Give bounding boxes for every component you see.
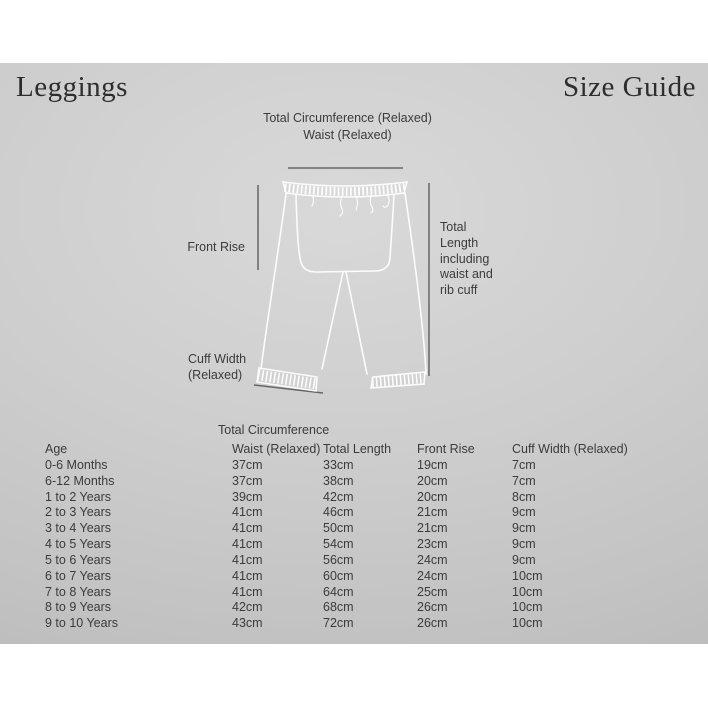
- measurement-cell: 10cm: [512, 600, 543, 615]
- measurement-cell: 10cm: [512, 616, 543, 631]
- age-cell: 9 to 10 Years: [45, 616, 118, 631]
- measurement-cell: 42cm: [323, 489, 354, 504]
- measurement-cell: 41cm: [232, 584, 263, 599]
- table-row: [45, 616, 685, 632]
- measurement-cell: 46cm: [323, 505, 354, 520]
- measurement-cell: 21cm: [417, 505, 448, 520]
- cuff-width-label: Cuff Width (Relaxed): [188, 352, 247, 382]
- size-guide-panel: [0, 63, 708, 644]
- measurement-cell: 41cm: [232, 521, 263, 536]
- age-cell: 7 to 8 Years: [45, 584, 112, 599]
- measurement-cell: 41cm: [232, 568, 263, 583]
- waist-relaxed-label: Waist (Relaxed): [303, 128, 392, 142]
- measurement-cell: 8cm: [512, 489, 536, 504]
- drawstrings: [312, 195, 389, 216]
- measurement-cell: 43cm: [232, 616, 263, 631]
- total-circumference-relaxed-label: Total Circumference (Relaxed): [263, 111, 432, 125]
- column-header-total-length: Total Length: [323, 442, 392, 456]
- table-body: [45, 458, 685, 632]
- measurement-cell: 37cm: [232, 473, 263, 488]
- left-outer-seam: [261, 194, 286, 369]
- right-outer-seam: [405, 193, 426, 374]
- leggings-outline: [257, 182, 426, 391]
- waistband-ribbing: [285, 188, 406, 192]
- age-cell: 6 to 7 Years: [45, 568, 112, 583]
- table-row: [45, 537, 685, 553]
- table-row: [45, 553, 685, 569]
- measurement-cell: 64cm: [323, 584, 354, 599]
- measurement-cell: 9cm: [512, 521, 536, 536]
- measurement-cell: 33cm: [323, 457, 354, 472]
- age-cell: 3 to 4 Years: [45, 521, 112, 536]
- measurement-cell: 39cm: [232, 489, 263, 504]
- age-cell: 0-6 Months: [45, 457, 108, 472]
- measurement-cell: 10cm: [512, 584, 543, 599]
- measurement-cell: 20cm: [417, 489, 448, 504]
- age-cell: 1 to 2 Years: [45, 489, 112, 504]
- table-header-row: [45, 442, 685, 458]
- measurement-cell: 50cm: [323, 521, 354, 536]
- column-header-cuff-width: Cuff Width (Relaxed): [512, 442, 628, 456]
- measurement-cell: 41cm: [232, 552, 263, 567]
- measurement-cell: 38cm: [323, 473, 354, 488]
- column-header-front-rise: Front Rise: [417, 442, 475, 456]
- measurement-cell: 72cm: [323, 616, 354, 631]
- table-row: [45, 569, 685, 585]
- page-title: Size Guide: [562, 71, 696, 103]
- product-title: Leggings: [16, 71, 128, 103]
- measurement-cell: 24cm: [417, 552, 448, 567]
- column-header-waist: Waist (Relaxed): [232, 442, 321, 456]
- table-row: [45, 600, 685, 616]
- measurement-cell: 10cm: [512, 568, 543, 583]
- measurement-cell: 68cm: [323, 600, 354, 615]
- measurement-cell: 21cm: [417, 521, 448, 536]
- measurement-cell: 9cm: [512, 505, 536, 520]
- measurement-cell: 60cm: [323, 568, 354, 583]
- measurement-cell: 56cm: [323, 552, 354, 567]
- measurement-cell: 41cm: [232, 505, 263, 520]
- table-row: [45, 490, 685, 506]
- age-cell: 4 to 5 Years: [45, 537, 112, 552]
- measurement-cell: 20cm: [417, 473, 448, 488]
- front-rise-seam: [296, 195, 394, 272]
- measurement-cell: 42cm: [232, 600, 263, 615]
- measurement-cell: 7cm: [512, 457, 536, 472]
- front-rise-label: Front Rise: [187, 240, 245, 254]
- measurement-cell: 23cm: [417, 537, 448, 552]
- left-inseam: [322, 272, 343, 369]
- measurement-cell: 25cm: [417, 584, 448, 599]
- measurement-cell: 54cm: [323, 537, 354, 552]
- table-row: [45, 505, 685, 521]
- measurement-cell: 19cm: [417, 457, 448, 472]
- measurement-cell: 37cm: [232, 457, 263, 472]
- right-cuff-ribbing: [372, 378, 424, 383]
- table-row: [45, 458, 685, 474]
- table-row: [45, 474, 685, 490]
- size-table: [45, 442, 685, 632]
- table-row: [45, 521, 685, 537]
- age-cell: 6-12 Months: [45, 473, 115, 488]
- measurement-cell: 26cm: [417, 600, 448, 615]
- age-cell: 2 to 3 Years: [45, 505, 112, 520]
- measurement-cell: 7cm: [512, 473, 536, 488]
- table-row: [45, 585, 685, 601]
- age-cell: 5 to 6 Years: [45, 552, 112, 567]
- measurement-cell: 9cm: [512, 537, 536, 552]
- measurement-cell: 24cm: [417, 568, 448, 583]
- column-header-age: Age: [45, 442, 68, 456]
- age-cell: 8 to 9 Years: [45, 600, 112, 615]
- measurement-cell: 9cm: [512, 552, 536, 567]
- measurement-cell: 26cm: [417, 616, 448, 631]
- total-length-label: Total Length including waist and rib cuff: [440, 220, 493, 298]
- table-group-header: Total Circumference: [218, 423, 330, 437]
- right-inseam: [346, 272, 367, 374]
- measurement-cell: 41cm: [232, 537, 263, 552]
